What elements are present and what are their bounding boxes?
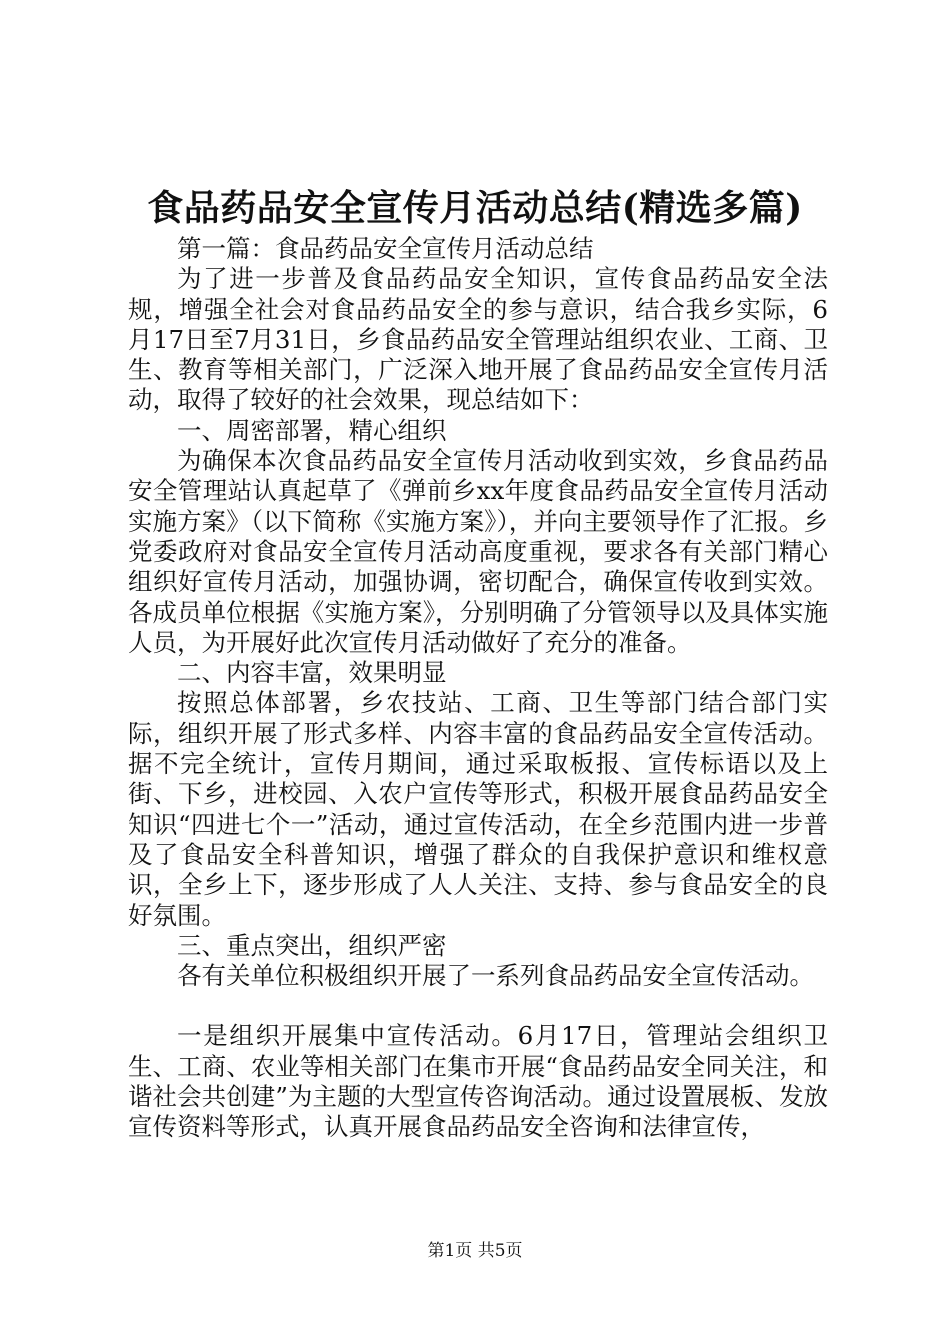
document-body bbox=[128, 234, 828, 1143]
section-heading: 二、内容丰富，效果明显 bbox=[177, 658, 447, 688]
paragraph: 按照总体部署，乡农技站、工商、卫生等部门结合部门实际，组织开展了形式多样、内容丰富的食品药品安全宣传活动。据不完全统计，宣传月期间，通过采取板报、宣传标语以及上街、下乡，进校园、入农户宣传等形式，积极开展食品药品安全知识“四进七个一”活动，通过宣传活动，在全乡范围内进一步普及了食品安全科普知识，增强了群众的自我保护意识和维权意识，全乡上下，逐步形成了人人关注、支持、参与食品安全的良好氛围。 bbox=[128, 688, 828, 930]
section-heading: 三、重点突出，组织严密 bbox=[177, 930, 447, 960]
paragraph: 各有关单位积极组织开展了一系列食品药品安全宣传活动。 bbox=[177, 961, 814, 991]
paragraph: 为确保本次食品药品安全宣传月活动收到实效，乡食品药品安全管理站认真起草了《弹前乡xx年度食品药品安全宣传月活动实施方案》（以下简称《实施方案》），并向主要领导作了汇报。乡党委政府对食品安全宣传月活动高度重视，要求各有关部门精心组织好宣传月活动，加强协调，密切配合，确保宣传收到实效。各成员单位根据《实施方案》，分别明确了分管领导以及具体实施人员，为开展好此次宣传月活动做好了充分的准备。 bbox=[128, 446, 828, 657]
paragraph: 为了进一步普及食品药品安全知识，宣传食品药品安全法规，增强全社会对食品药品安全的参与意识，结合我乡实际，6月17日至7月31日，乡食品药品安全管理站组织农业、工商、卫生、教育等相关部门，广泛深入地开展了食品药品安全宣传月活动，取得了较好的社会效果，现总结如下： bbox=[128, 264, 828, 415]
page-footer: 第1页 共5页 bbox=[427, 1241, 523, 1261]
document-title: 食品药品安全宣传月活动总结(精选多篇) bbox=[147, 187, 803, 229]
section-heading: 第一篇：食品药品安全宣传月活动总结 bbox=[177, 234, 594, 263]
paragraph-spacer bbox=[128, 991, 828, 1021]
section-heading: 一、周密部署，精心组织 bbox=[177, 415, 447, 445]
paragraph: 一是组织开展集中宣传活动。6月17日，管理站会组织卫生、工商、农业等相关部门在集市开展“食品药品安全同关注，和谐社会共创建”为主题的大型宣传咨询活动。通过设置展板、发放宣传资料等形式，认真开展食品药品安全咨询和法律宣传， bbox=[128, 1021, 828, 1142]
